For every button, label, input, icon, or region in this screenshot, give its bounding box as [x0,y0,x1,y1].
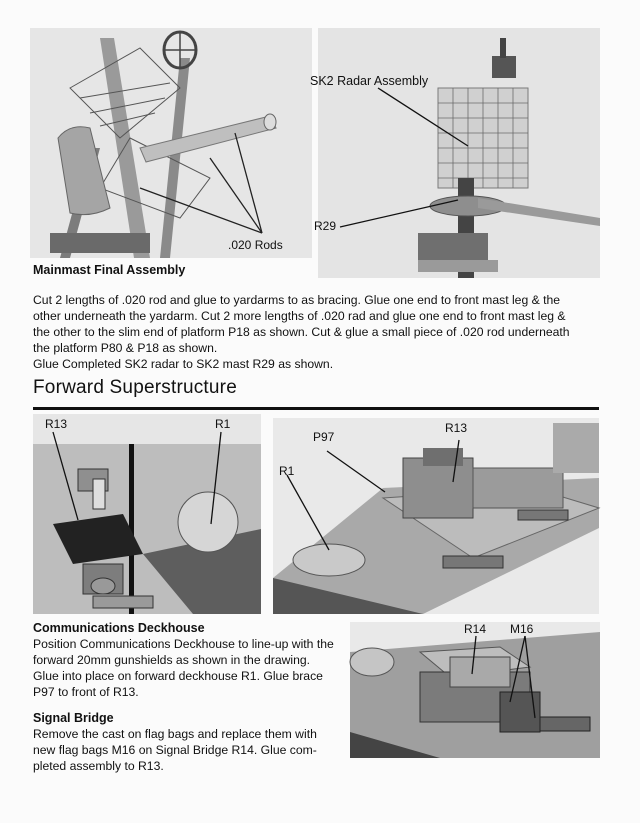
mainmast-figure [30,28,312,258]
mainmast-caption: Mainmast Final Assembly [33,263,186,277]
bridge-figure [350,622,600,758]
r1-iso-label: R1 [279,464,295,478]
section-rule [33,407,599,410]
communications-line: Position Communications Deckhouse to line-up with the [33,637,334,651]
r1-label: R1 [215,417,231,431]
communications-line: forward 20mm gunshields as shown in the drawing. [33,653,311,667]
communications-section [33,620,348,774]
p97-label: P97 [313,430,335,444]
instruction-line: the other to the slim end of platform P18 as shown. Cut & glue a small piece of .020 rod underneath [33,325,570,339]
communications-line: P97 to front of R13. [33,685,139,699]
section-title: Forward Superstructure [33,377,237,398]
mainmast-instructions [33,292,613,372]
deck-iso-figure [273,418,599,614]
communications-heading: Communications Deckhouse [33,621,205,635]
deck-top-figure [33,414,261,614]
r29-label: R29 [314,219,337,233]
radar-figure [310,28,600,278]
radar-illustration [318,28,600,278]
signal-bridge-line: Remove the cast on flag bags and replace them with [33,727,317,741]
communications-line: Glue into place on forward deckhouse R1. Glue brace [33,669,323,683]
mainmast-illustration [30,28,312,258]
r13-label: R13 [45,417,68,431]
instruction-line: Glue Completed SK2 radar to SK2 mast R29 as shown. [33,357,334,371]
r13-iso-label: R13 [445,421,468,435]
signal-bridge-line: new flag bags M16 on Signal Bridge R14. Glue com- [33,743,317,757]
r14-label: R14 [464,622,487,636]
bridge-illustration [350,622,600,758]
signal-bridge-line: pleted assembly to R13. [33,759,164,773]
spacer [33,700,348,710]
instruction-line: Cut 2 lengths of .020 rod and glue to yardarms to as bracing. Glue one end to front mast leg & the [33,293,561,307]
rods-label: .020 Rods [228,238,283,252]
instruction-line: other underneath the yardarm. Cut 2 more lengths of .020 rad and glue one end to front mast leg & [33,309,566,323]
sk2-radar-label: SK2 Radar Assembly [310,74,429,88]
instruction-line: the platform P80 & P18 as shown. [33,341,218,355]
deck-top-illustration [33,414,261,614]
signal-bridge-heading: Signal Bridge [33,711,114,725]
m16-label: M16 [510,622,534,636]
deck-iso-illustration [273,418,599,614]
